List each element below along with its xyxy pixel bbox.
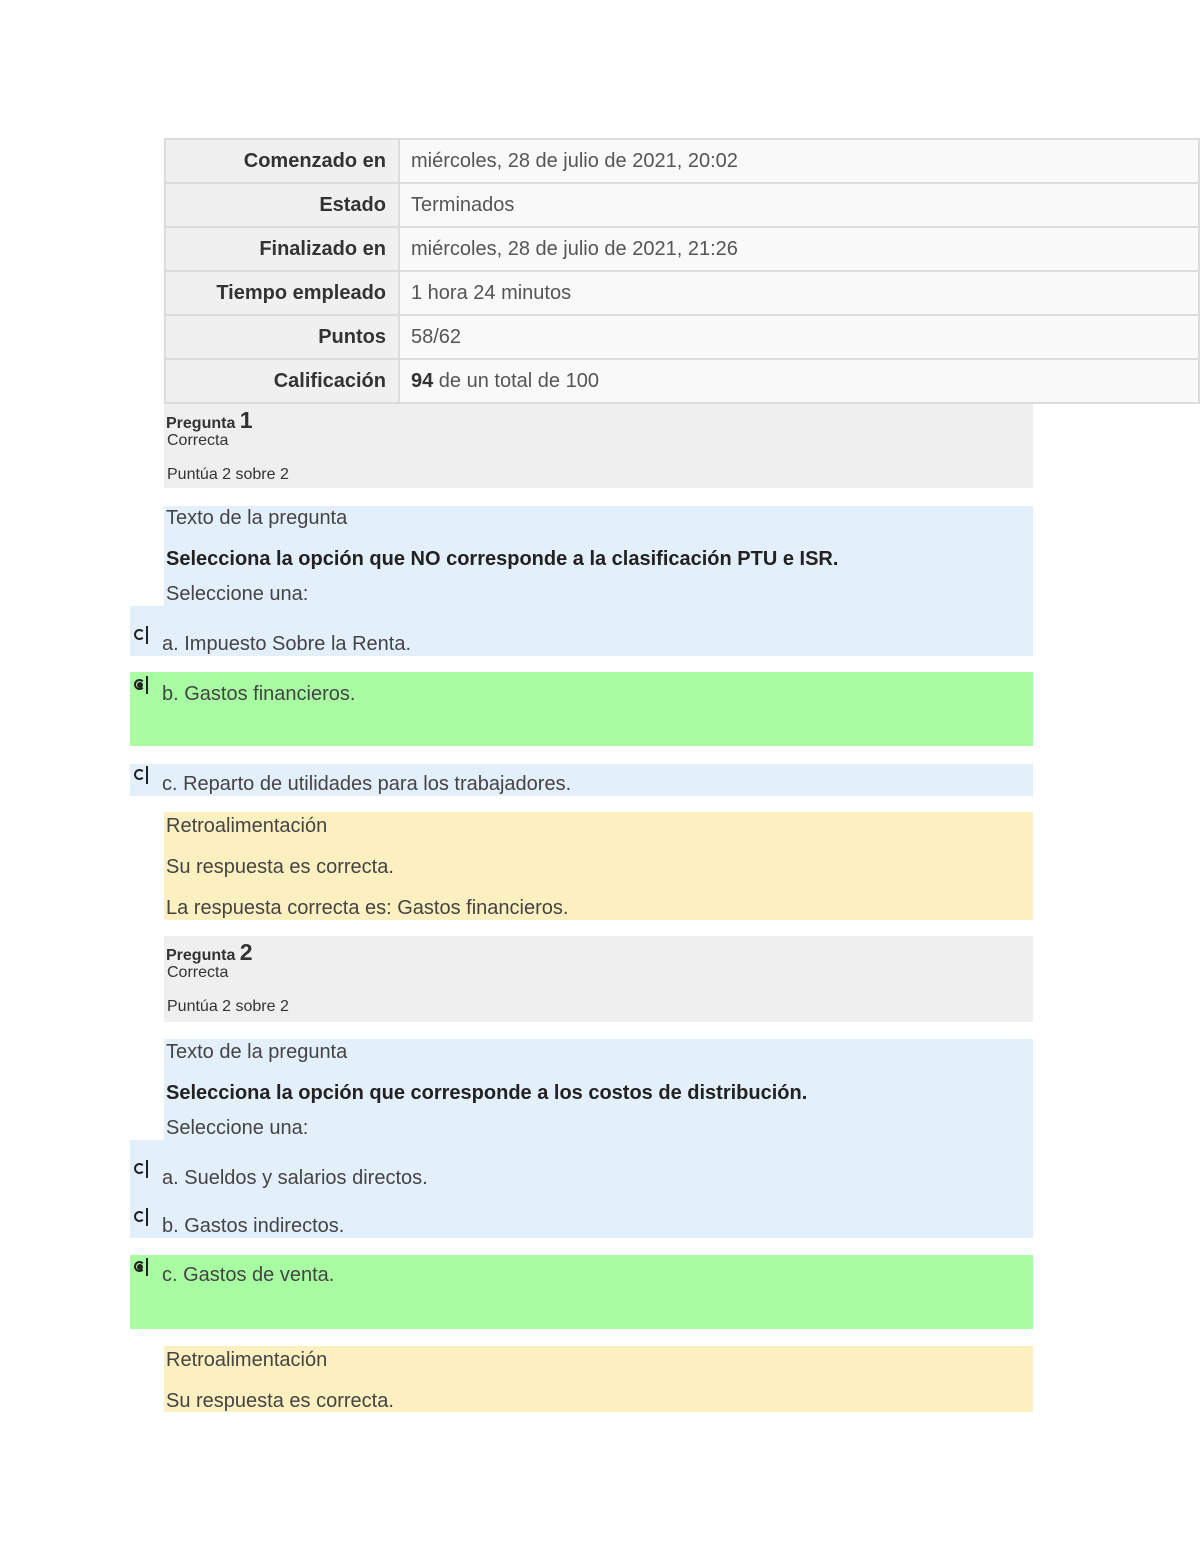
radio-bar	[146, 1258, 148, 1276]
radio-bar	[146, 766, 148, 784]
question-prompt: Selecciona la opción que NO corresponde a la clasificación PTU e ISR.	[166, 548, 839, 570]
question-2-info	[164, 936, 1033, 1022]
question-grade: Puntúa 2 sobre 2	[167, 998, 289, 1015]
summary-label: Tiempo empleado	[165, 271, 399, 315]
summary-row	[165, 139, 1199, 183]
option-b-label[interactable]: b. Gastos financieros.	[162, 683, 356, 705]
summary-value: 1 hora 24 minutos	[399, 271, 1199, 315]
select-label: Seleccione una:	[166, 1117, 309, 1139]
summary-row	[165, 183, 1199, 227]
question-text-heading: Texto de la pregunta	[166, 1041, 348, 1063]
summary-row	[165, 315, 1199, 359]
summary-value: miércoles, 28 de julio de 2021, 20:02	[399, 139, 1199, 183]
summary-value: 58/62	[399, 315, 1199, 359]
summary-label: Comenzado en	[165, 139, 399, 183]
radio-dot	[137, 682, 143, 688]
question-1-info	[164, 404, 1033, 488]
select-label: Seleccione una:	[166, 583, 309, 605]
radio-circle	[134, 1211, 145, 1222]
radio-dot	[137, 1264, 143, 1270]
question-number-value: 1	[239, 407, 253, 433]
radio-option-a[interactable]	[132, 1160, 150, 1180]
radio-option-c[interactable]	[132, 766, 150, 786]
grade-total: de un total de 100	[433, 369, 599, 392]
option-c-label[interactable]: c. Reparto de utilidades para los trabajadores.	[162, 773, 572, 795]
summary-value	[399, 359, 1199, 403]
summary-label: Puntos	[165, 315, 399, 359]
summary-label: Estado	[165, 183, 399, 227]
radio-option-a[interactable]	[132, 626, 150, 646]
radio-bar	[146, 676, 148, 694]
radio-circle	[134, 629, 145, 640]
summary-row	[165, 271, 1199, 315]
question-number-value: 2	[239, 939, 253, 965]
feedback-result: Su respuesta es correcta.	[166, 1390, 394, 1412]
question-grade: Puntúa 2 sobre 2	[167, 466, 289, 483]
question-text-heading: Texto de la pregunta	[166, 507, 348, 529]
feedback-answer: La respuesta correcta es: Gastos financieros.	[166, 897, 569, 919]
radio-circle	[134, 1163, 145, 1174]
grade-score: 94	[411, 369, 434, 392]
attempt-summary-table	[164, 138, 1200, 404]
option-a-label[interactable]: a. Impuesto Sobre la Renta.	[162, 633, 412, 655]
question-label: Pregunta	[166, 415, 236, 432]
option-a-label[interactable]: a. Sueldos y salarios directos.	[162, 1167, 428, 1189]
feedback-heading: Retroalimentación	[166, 1349, 328, 1371]
question-prompt: Selecciona la opción que corresponde a los costos de distribución.	[166, 1082, 808, 1104]
feedback-result: Su respuesta es correcta.	[166, 856, 394, 878]
question-state: Correcta	[167, 432, 229, 449]
radio-option-c-selected[interactable]	[132, 1258, 150, 1278]
option-b-label[interactable]: b. Gastos indirectos.	[162, 1215, 345, 1237]
option-c-label[interactable]: c. Gastos de venta.	[162, 1264, 335, 1286]
radio-bar	[146, 626, 148, 644]
radio-bar	[146, 1160, 148, 1178]
question-number	[166, 407, 253, 434]
summary-label: Finalizado en	[165, 227, 399, 271]
summary-row	[165, 227, 1199, 271]
summary-value: Terminados	[399, 183, 1199, 227]
summary-row	[165, 359, 1199, 403]
question-state: Correcta	[167, 964, 229, 981]
radio-bar	[146, 1208, 148, 1226]
radio-circle	[134, 769, 145, 780]
question-number	[166, 939, 253, 966]
question-label: Pregunta	[166, 947, 236, 964]
feedback-heading: Retroalimentación	[166, 815, 328, 837]
summary-label: Calificación	[165, 359, 399, 403]
summary-value: miércoles, 28 de julio de 2021, 21:26	[399, 227, 1199, 271]
radio-option-b[interactable]	[132, 1208, 150, 1228]
radio-option-b-selected[interactable]	[132, 676, 150, 696]
